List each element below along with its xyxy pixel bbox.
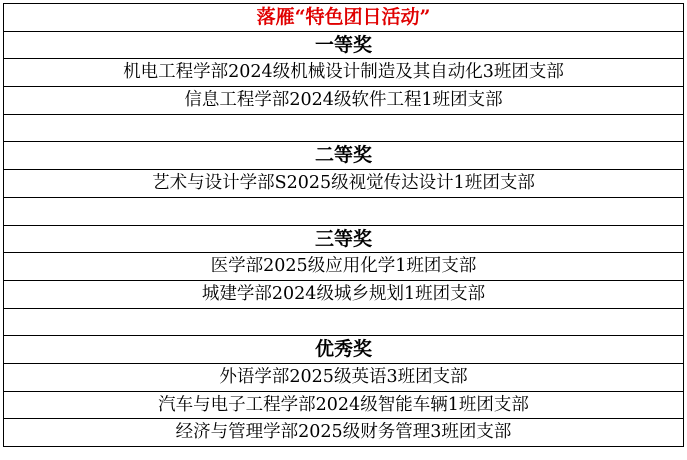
table-title: 落雁“特色团日活动” (4, 4, 684, 32)
award-table (3, 3, 684, 447)
table-row: 城建学部2024级城乡规划1班团支部 (4, 281, 684, 309)
table-row: 经济与管理学部2025级财务管理3班团支部 (4, 419, 684, 447)
table-row: 信息工程学部2024级软件工程1班团支部 (4, 87, 684, 115)
table-row: 机电工程学部2024级机械设计制造及其自动化3班团支部 (4, 59, 684, 87)
section-heading-first-prize: 一等奖 (4, 32, 684, 60)
table-row: 医学部2025级应用化学1班团支部 (4, 253, 684, 281)
table-row: 外语学部2025级英语3班团支部 (4, 364, 684, 392)
blank-row (4, 115, 684, 143)
table-row: 艺术与设计学部S2025级视觉传达设计1班团支部 (4, 170, 684, 198)
blank-row (4, 309, 684, 337)
section-heading-third-prize: 三等奖 (4, 226, 684, 254)
section-heading-second-prize: 二等奖 (4, 142, 684, 170)
blank-row (4, 198, 684, 226)
section-heading-honorable-mention: 优秀奖 (4, 336, 684, 364)
table-row: 汽车与电子工程学部2024级智能车辆1班团支部 (4, 392, 684, 420)
